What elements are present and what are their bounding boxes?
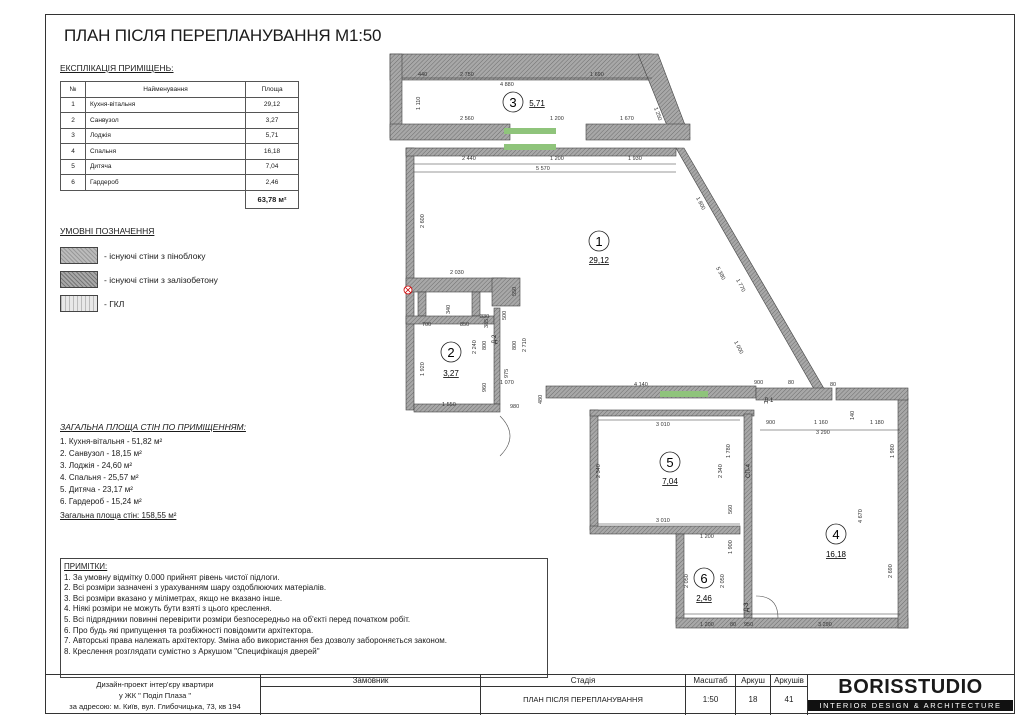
cell: 29,12 [246, 97, 299, 113]
list-item: 5. Всі підрядники повинні перевірити розміри безпосередньо на об'єкті перед початком робіт. [64, 614, 411, 624]
brand-name: BORISSTUDIO [838, 676, 983, 698]
cell: 3 [61, 128, 86, 144]
table-row [61, 113, 299, 129]
cell: 7,04 [246, 159, 299, 175]
svg-text:1 930: 1 930 [628, 156, 642, 162]
drywall-swatch [60, 295, 98, 312]
svg-text:140: 140 [850, 410, 856, 420]
table-row [61, 144, 299, 160]
list-item: 3. Всі розміри вказано у міліметрах, якщо не вказано інше. [64, 593, 283, 603]
svg-text:975: 975 [504, 368, 510, 378]
room-3-area: 5,71 [529, 99, 545, 108]
sheets-label: Аркушів [771, 675, 807, 687]
svg-text:1 200: 1 200 [700, 534, 714, 540]
svg-text:2 600: 2 600 [420, 214, 426, 228]
legend-label: - існуючі стіни з залізобетону [104, 274, 218, 285]
cell: 5,71 [246, 128, 299, 144]
list-item: 8. Креслення розглядати сумістно з Аркушом "Специфікація дверей" [64, 646, 320, 656]
svg-text:2 440: 2 440 [462, 156, 476, 162]
svg-text:440: 440 [418, 72, 428, 78]
svg-text:800: 800 [482, 340, 488, 350]
legend-heading: УМОВНІ ПОЗНАЧЕННЯ [60, 226, 155, 236]
svg-text:4 880: 4 880 [500, 82, 514, 88]
svg-text:980: 980 [510, 404, 520, 410]
room-3-number: 3 [509, 95, 517, 110]
total-area: 63,78 м² [246, 190, 299, 208]
svg-text:Д-3: Д-3 [744, 602, 750, 612]
table-total-row [61, 190, 299, 208]
list-item: 4. Спальня - 25,57 м² [60, 473, 139, 482]
list-item: 1. Кухня-вітальня - 51,82 м² [60, 437, 163, 446]
scale-label: Масштаб [686, 675, 735, 687]
list-item: 7. Авторські права належать архітектору. Зміна або використання без дозволу забороняється законом. [64, 636, 447, 646]
door-arc [756, 596, 778, 618]
list-item: 4. Ніякі розміри не можуть бути взяті з цього креслення. [64, 604, 272, 614]
svg-text:2 340: 2 340 [718, 464, 724, 478]
svg-text:3 290: 3 290 [816, 430, 830, 436]
svg-text:СП-4: СП-4 [746, 464, 752, 478]
room-1-area: 29,12 [588, 256, 610, 265]
svg-text:900: 900 [754, 380, 764, 386]
svg-text:560: 560 [728, 504, 734, 514]
svg-text:960: 960 [482, 382, 488, 392]
cell: Спальня [86, 144, 246, 160]
concrete-swatch [60, 271, 98, 288]
svg-text:1 690: 1 690 [590, 72, 604, 78]
customer-cell [260, 675, 480, 715]
legend-item [60, 247, 205, 264]
notes-heading: ПРИМІТКИ: [64, 562, 108, 571]
svg-text:1 070: 1 070 [500, 380, 514, 386]
svg-text:3 290: 3 290 [818, 622, 832, 628]
sheets-cell [770, 675, 808, 715]
wall-areas-total: Загальна площа стін: 158,55 м² [60, 511, 177, 520]
cell: Лоджія [86, 128, 246, 144]
table-row [61, 175, 299, 191]
svg-text:3 010: 3 010 [656, 422, 670, 428]
cell: 6 [61, 175, 86, 191]
svg-text:550: 550 [512, 286, 518, 296]
room-5-area: 7,04 [662, 477, 678, 486]
col-area: Площа [246, 82, 299, 98]
brand-logo [808, 676, 1013, 712]
svg-text:2 750: 2 750 [460, 72, 474, 78]
table-row [61, 128, 299, 144]
svg-text:1 780: 1 780 [726, 444, 732, 458]
svg-text:2 050: 2 050 [684, 574, 690, 588]
list-item: 5. Дитяча - 23,17 м² [60, 485, 133, 494]
cell: 5 [61, 159, 86, 175]
svg-text:4 140: 4 140 [634, 382, 648, 388]
cell: Кухня-вітальня [86, 97, 246, 113]
cell: 2 [61, 113, 86, 129]
svg-text:900: 900 [766, 420, 776, 426]
svg-text:385: 385 [484, 318, 490, 328]
svg-text:1 920: 1 920 [420, 362, 426, 376]
room-2-area: 3,27 [443, 369, 459, 378]
list-item: 1. За умовну відмітку 0.000 прийнят рівень чистої підлоги. [64, 572, 280, 582]
svg-text:2 340: 2 340 [596, 464, 602, 478]
svg-text:80: 80 [788, 380, 795, 386]
col-name: Найменування [86, 82, 246, 98]
svg-text:2 710: 2 710 [522, 338, 528, 352]
project-address [50, 679, 260, 712]
svg-text:1 670: 1 670 [620, 116, 634, 122]
sheet-value: 18 [748, 695, 758, 704]
door-labels [492, 334, 774, 612]
list-item: 2. Всі розміри зазначені з урахуванням шару оздоблюючих матеріалів. [64, 583, 327, 593]
cell: Дитяча [86, 159, 246, 175]
svg-text:80: 80 [730, 622, 737, 628]
legend-label: - існуючі стіни з піноблоку [104, 250, 206, 261]
list-item: 6. Гардероб - 15,24 м² [60, 497, 142, 506]
room-6-number: 6 [700, 571, 708, 586]
window [504, 144, 556, 150]
list-item: 2. Санвузол - 18,15 м² [60, 449, 142, 458]
svg-text:2 560: 2 560 [460, 116, 474, 122]
wall-areas-list [60, 436, 176, 522]
list-item: 3. Лоджія - 24,60 м² [60, 461, 133, 470]
room-6-area: 2,46 [696, 594, 712, 603]
svg-text:1 200: 1 200 [550, 156, 564, 162]
svg-text:2 240: 2 240 [472, 340, 478, 354]
cell: 16,18 [246, 144, 299, 160]
stage-label: Стадія [481, 675, 685, 687]
door-arc [500, 416, 510, 456]
cell: Санвузол [86, 113, 246, 129]
room-5-number: 5 [666, 455, 674, 470]
svg-text:Д-2: Д-2 [492, 334, 498, 344]
room-1-number: 1 [595, 234, 603, 249]
legend-item [60, 271, 218, 288]
cell: 1 [61, 97, 86, 113]
svg-text:1 180: 1 180 [870, 420, 884, 426]
svg-text:Д-1: Д-1 [764, 398, 774, 404]
room-4-number: 4 [832, 527, 840, 542]
sheet-label: Аркуш [736, 675, 770, 687]
svg-text:3 010: 3 010 [656, 518, 670, 524]
svg-text:1 000: 1 000 [732, 340, 744, 356]
explication-heading: ЕКСПЛІКАЦІЯ ПРИМІЩЕНЬ: [60, 63, 174, 73]
svg-text:480: 480 [538, 394, 544, 404]
legend-label: - ГКЛ [104, 298, 125, 309]
svg-text:330: 330 [480, 314, 490, 320]
svg-text:1 800: 1 800 [694, 196, 706, 212]
page-title: ПЛАН ПІСЛЯ ПЕРЕПЛАНУВАННЯ М1:50 [64, 26, 382, 45]
legend-item [60, 295, 124, 312]
svg-text:1 770: 1 770 [734, 278, 746, 294]
sheets-value: 41 [784, 695, 794, 704]
svg-text:950: 950 [744, 622, 754, 628]
stage-cell [480, 675, 685, 715]
address-line: за адресою: м. Київ, вул. Глибочицька, 73, кв 194 [69, 702, 241, 711]
svg-text:500: 500 [502, 310, 508, 320]
svg-text:700: 700 [422, 322, 432, 328]
brand-tagline: INTERIOR DESIGN & ARCHITECTURE [808, 700, 1013, 711]
cell: Гардероб [86, 175, 246, 191]
svg-text:5 380: 5 380 [714, 266, 726, 282]
room-2-number: 2 [447, 345, 455, 360]
svg-text:2 050: 2 050 [720, 574, 726, 588]
cell: 3,27 [246, 113, 299, 129]
svg-text:2 030: 2 030 [450, 270, 464, 276]
svg-text:1 900: 1 900 [728, 540, 734, 554]
cell: 4 [61, 144, 86, 160]
col-num: № [61, 82, 86, 98]
table-row [61, 97, 299, 113]
svg-text:2 690: 2 690 [888, 564, 894, 578]
stage-value: ПЛАН ПІСЛЯ ПЕРЕПЛАНУВАННЯ [523, 695, 643, 704]
svg-text:800: 800 [512, 340, 518, 350]
svg-text:80: 80 [830, 382, 837, 388]
table-row [61, 159, 299, 175]
address-line: Дизайн-проект інтер'єру квартири [96, 680, 214, 689]
floor-plan [380, 48, 940, 648]
address-line: у ЖК " Поділ Плаза " [118, 691, 192, 700]
window [660, 391, 708, 397]
svg-text:1 980: 1 980 [890, 444, 896, 458]
svg-text:4 670: 4 670 [858, 509, 864, 523]
svg-text:1 160: 1 160 [814, 420, 828, 426]
svg-text:1 200: 1 200 [550, 116, 564, 122]
svg-text:1 200: 1 200 [700, 622, 714, 628]
wall-areas-heading: ЗАГАЛЬНА ПЛОЩА СТІН ПО ПРИМІЩЕННЯМ: [60, 422, 246, 432]
svg-text:5 570: 5 570 [536, 166, 550, 172]
svg-text:340: 340 [446, 304, 452, 314]
scale-cell [685, 675, 735, 715]
svg-text:1 250: 1 250 [652, 106, 663, 122]
window [504, 128, 556, 134]
customer-label: Замовник [261, 675, 480, 687]
scale-value: 1:50 [702, 695, 719, 704]
room-4-area: 16,18 [825, 550, 847, 559]
sheet-cell [735, 675, 770, 715]
cell: 2,46 [246, 175, 299, 191]
explication-table [60, 81, 299, 209]
svg-text:1 110: 1 110 [416, 96, 422, 110]
svg-text:850: 850 [460, 322, 470, 328]
table-header-row [61, 82, 299, 98]
svg-text:1 550: 1 550 [442, 402, 456, 408]
list-item: 6. Про будь які припущення та розбіжності повідомити архітектора. [64, 625, 314, 635]
foam-block-swatch [60, 247, 98, 264]
